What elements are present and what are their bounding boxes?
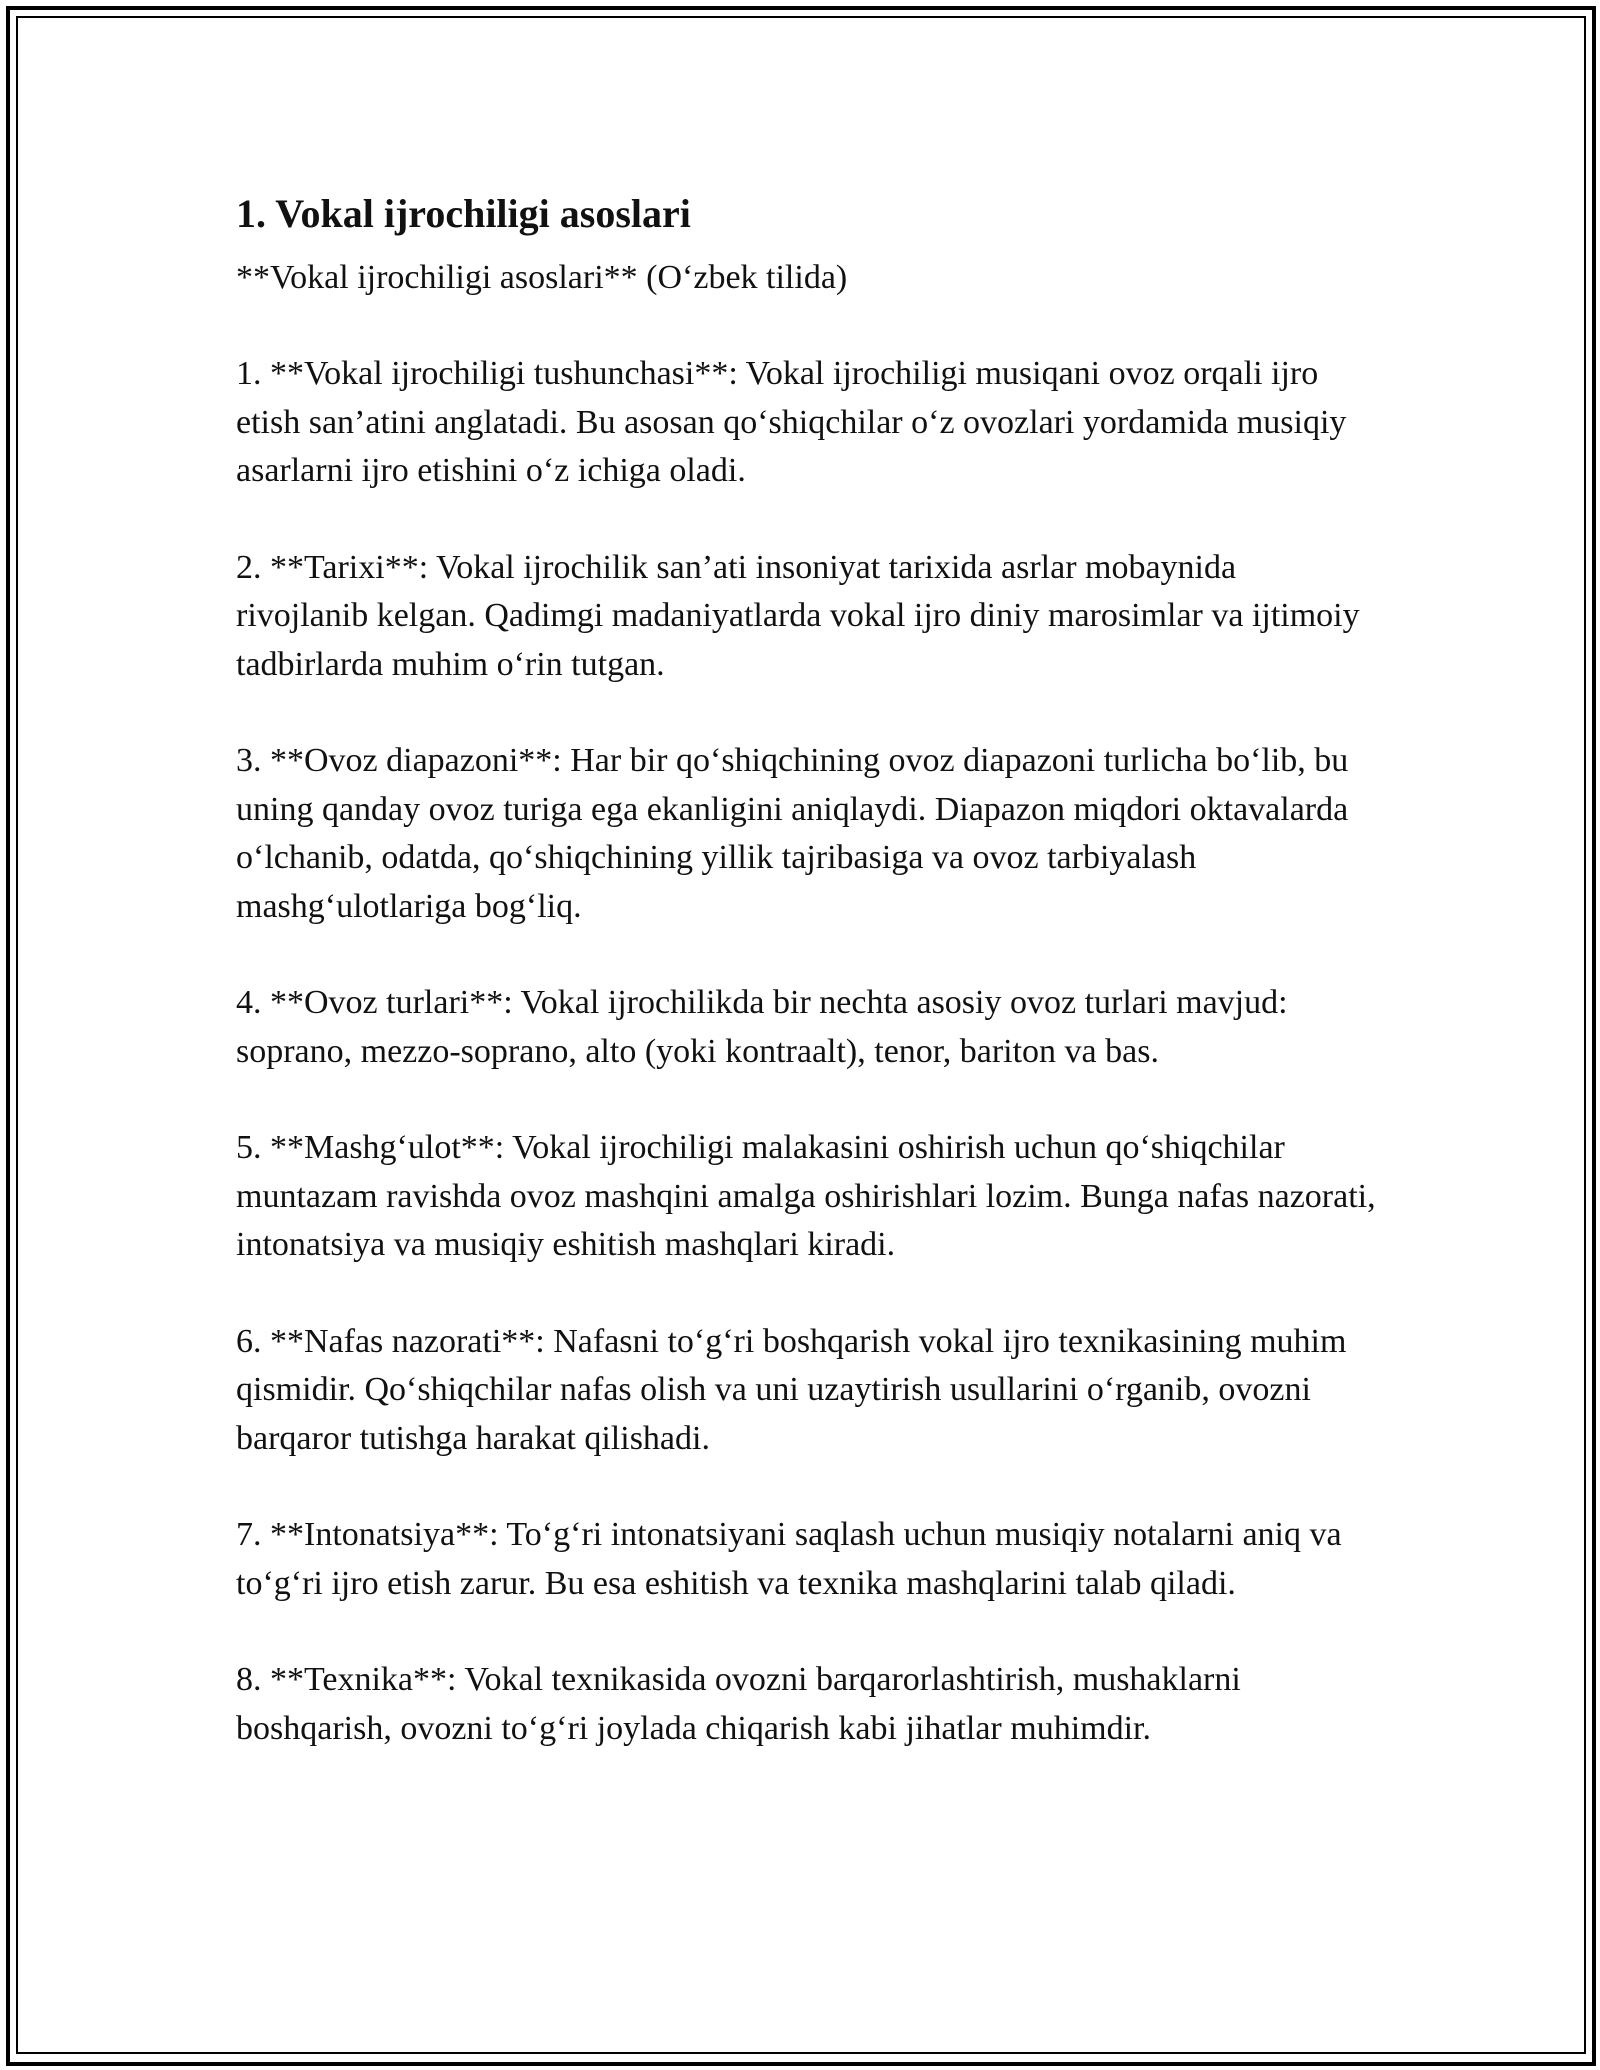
paragraph-voice-types: 4. **Ovoz turlari**: Vokal ijrochilikda bir nechta asosiy ovoz turlari mavjud: soprano, mezzo-soprano, alto (yoki kontraalt), tenor, bariton va bas.: [236, 984, 1288, 1070]
paragraph-practice: 5. **Mashg‘ulot**: Vokal ijrochiligi malakasini oshirish uchun qo‘shiqchilar muntazam ravishda ovoz mashqini amalga oshirishlari lozim. Bunga nafas nazorati, intonatsiya va musiqiy eshitish mashqlari kiradi.: [236, 1129, 1376, 1263]
document-subtitle: **Vokal ijrochiligi asoslari** (O‘zbek tilida): [236, 259, 848, 296]
paragraph-history: 2. **Tarixi**: Vokal ijrochilik san’ati insoniyat tarixida asrlar mobaynida rivojlanib kelgan. Qadimgi madaniyatlarda vokal ijro diniy marosimlar va ijtimoiy tadbirlarda muhim o‘rin tutgan.: [236, 548, 1360, 683]
paragraph-technique: 8. **Texnika**: Vokal texnikasida ovozni barqarorlashtirish, mushaklarni boshqarish, ovozni to‘g‘ri joylada chiqarish kabi jihatlar muhimdir.: [236, 1661, 1241, 1747]
document-title: 1. Vokal ijrochiligi asoslari: [236, 191, 691, 236]
document-body: [236, 186, 1376, 1801]
paragraph-concept: 1. **Vokal ijrochiligi tushunchasi**: Vokal ijrochiligi musiqani ovoz orqali ijro etish san’atini anglatadi. Bu asosan qo‘shiqchilar o‘z ovozlari yordamida musiqiy asarlarni ijro etishini o‘z ichiga oladi.: [236, 355, 1347, 489]
paragraph-voice-range: 3. **Ovoz diapazoni**: Har bir qo‘shiqchining ovoz diapazoni turlicha bo‘lib, bu uning qanday ovoz turiga ega ekanligini aniqlaydi. Diapazon miqdori oktavalarda o‘lchanib, odatda, qo‘shiqchining yillik tajribasiga va ovoz tarbiyalash mashg‘ulotlariga bog‘liq.: [236, 742, 1349, 925]
paragraph-breath-control: 6. **Nafas nazorati**: Nafasni to‘g‘ri boshqarish vokal ijro texnikasining muhim qismidir. Qo‘shiqchilar nafas olish va uni uzaytirish usullarini o‘rganib, ovozni barqaror tutishga harakat qilishadi.: [236, 1322, 1347, 1457]
paragraph-intonation: 7. **Intonatsiya**: To‘g‘ri intonatsiyani saqlash uchun musiqiy notalarni aniq va to‘g‘ri ijro etish zarur. Bu esa eshitish va texnika mashqlarini talab qiladi.: [236, 1516, 1342, 1602]
